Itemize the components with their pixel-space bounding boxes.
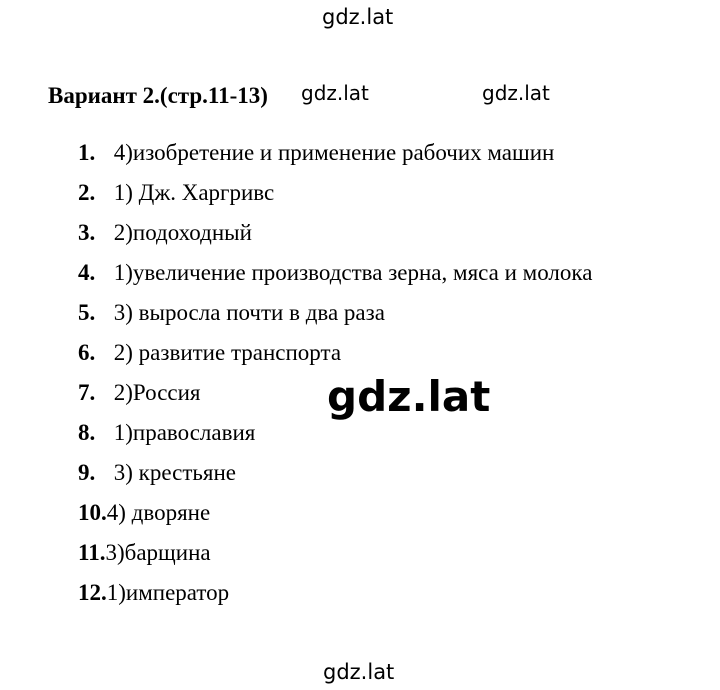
watermark-bottom: gdz.lat bbox=[323, 660, 395, 684]
answer-item bbox=[78, 136, 592, 176]
answer-item bbox=[78, 496, 592, 536]
answer-text: 3) крестьяне bbox=[113, 460, 236, 485]
variant-title: Вариант 2.(стр.11-13) bbox=[48, 83, 268, 108]
answer-item bbox=[78, 256, 592, 296]
answer-number: 6. bbox=[78, 340, 96, 365]
answer-number: 1. bbox=[78, 140, 96, 165]
answer-text: 1)увеличение производства зерна, мяса и молока bbox=[113, 260, 593, 285]
answer-number: 11. bbox=[78, 540, 106, 565]
answer-number: 4. bbox=[78, 260, 96, 285]
answer-text: 2) развитие транспорта bbox=[113, 340, 342, 365]
answer-item bbox=[78, 176, 592, 216]
answer-item bbox=[78, 416, 592, 456]
answer-item bbox=[78, 576, 592, 616]
answer-text: 1)император bbox=[106, 580, 230, 605]
answer-number: 7. bbox=[78, 380, 96, 405]
answer-item bbox=[78, 216, 592, 256]
answer-number: 2. bbox=[78, 180, 96, 205]
answer-number: 8. bbox=[78, 420, 96, 445]
watermark-center: gdz.lat bbox=[327, 372, 491, 421]
answer-text: 4) дворяне bbox=[106, 500, 211, 525]
watermark-right: gdz.lat bbox=[482, 81, 550, 105]
answer-text: 2)подоходный bbox=[113, 220, 252, 245]
answer-item bbox=[78, 296, 592, 336]
answer-text: 1) Дж. Харгривс bbox=[113, 180, 275, 205]
answer-number: 5. bbox=[78, 300, 96, 325]
watermark-top: gdz.lat bbox=[322, 5, 394, 29]
answer-item bbox=[78, 456, 592, 496]
watermark-title-inline: gdz.lat bbox=[301, 81, 369, 105]
answer-number: 10. bbox=[78, 500, 107, 525]
answer-text: 1)православия bbox=[113, 420, 256, 445]
answer-number: 9. bbox=[78, 460, 96, 485]
answer-text: 4)изобретение и применение рабочих машин bbox=[113, 140, 555, 165]
answer-number: 3. bbox=[78, 220, 96, 245]
answer-text: 2)Россия bbox=[113, 380, 201, 405]
answer-text: 3) выросла почти в два раза bbox=[113, 300, 385, 325]
answer-number: 12. bbox=[78, 580, 107, 605]
answer-text: 3)барщина bbox=[105, 540, 211, 565]
answer-item bbox=[78, 336, 592, 376]
answer-item bbox=[78, 536, 592, 576]
